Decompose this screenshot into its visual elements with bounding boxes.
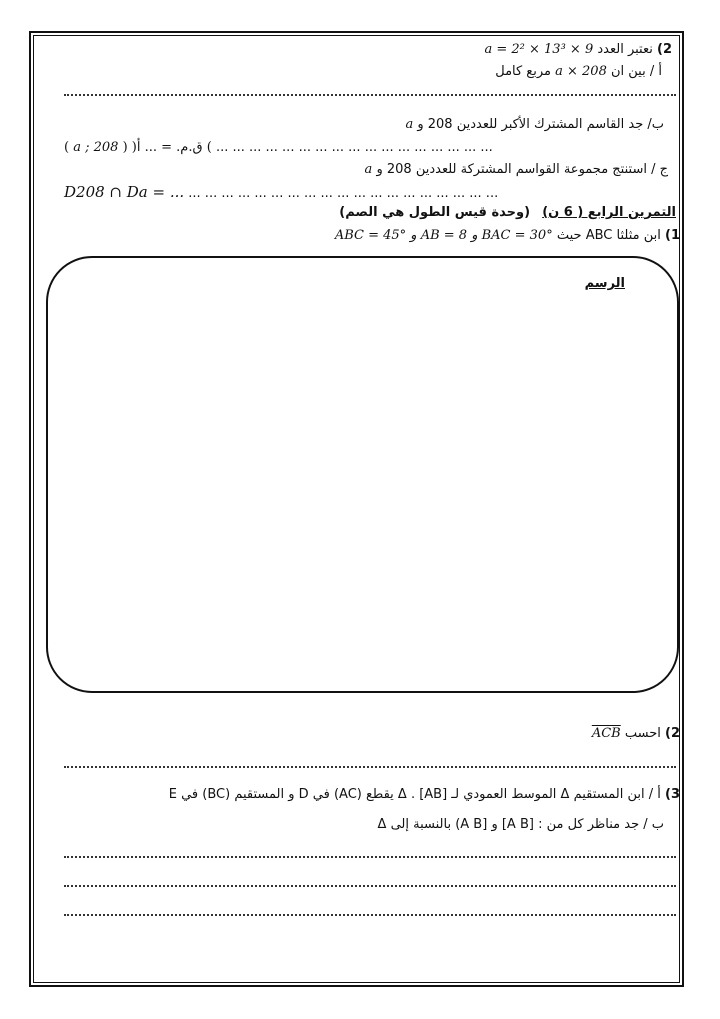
q2-b-var: a: [405, 117, 414, 132]
q2-a-line: [495, 64, 662, 80]
ex4-title: التمرين الرابع ( 6 ن): [542, 205, 676, 220]
q2-b-open: (: [64, 140, 70, 155]
q2-b-answer-mid: ) ق.م. = ...: [144, 140, 212, 155]
q2-b-answer-line: [64, 140, 672, 156]
q2-c-dots[interactable]: ... ... ... ... ... ... ... ... ... ... ... ... ... ... ... ... ... ... ...: [188, 186, 499, 201]
answer-dotted-line[interactable]: [64, 760, 676, 768]
q2-c-label: ج /: [651, 162, 668, 177]
q2-c-var: a: [364, 162, 373, 177]
q2-number: 2): [657, 42, 672, 57]
ex4-q1-text: ابن مثلثا ABC حيث: [556, 228, 661, 243]
ex4-q2-angle: ACB: [591, 726, 621, 741]
answer-dotted-line[interactable]: [64, 88, 676, 96]
q2-b-args: a ; 208: [73, 140, 119, 155]
q2-c-formula: D208 ∩ Da = ...: [64, 183, 185, 201]
ex4-q3-line: [169, 787, 680, 803]
q2-c-line: [365, 162, 668, 178]
drawing-box[interactable]: [46, 256, 679, 693]
q2-line: [484, 42, 672, 58]
ex4-q1-number: 1): [665, 228, 680, 243]
q2-a-label: أ /: [649, 64, 662, 79]
q2-b-text: ب/ جد القاسم المشترك الأكبر للعددين 208 و: [417, 117, 664, 132]
q2-b-answer-prefix: أ(: [131, 140, 141, 155]
q2-b-dots[interactable]: ... ... ... ... ... ... ... ... ... ... ... ... ... ... ... ... ...: [215, 140, 493, 155]
ex4-q3-number: 3): [665, 787, 680, 802]
drawing-title: الرسم: [584, 276, 625, 291]
ex4-q1-conditions: ABC = 45° و AB = 8 و BAC = 30°: [334, 228, 553, 243]
q2-a-expression: a × 208: [555, 64, 607, 79]
q2-a-text-1: بين ان: [611, 64, 646, 79]
q2-c-answer-line: [64, 184, 668, 202]
answer-dotted-line[interactable]: [64, 850, 676, 858]
ex4-q2-number: 2): [665, 726, 680, 741]
ex4-note: (وحدة قيس الطول هي الصم): [339, 205, 531, 220]
ex4-header: [339, 205, 676, 221]
q2-b-close: ): [122, 140, 128, 155]
answer-dotted-line[interactable]: [64, 908, 676, 916]
ex4-q3-b: ب / جد مناظر كل من : [A B] و [A B) بالنسبة إلى Δ: [377, 817, 664, 832]
q2-b-line: [405, 117, 664, 133]
ex4-q3-b-line: [378, 817, 664, 833]
q2-intro: نعتبر العدد: [597, 42, 653, 57]
q2-a-text-2: مربع كامل: [495, 64, 551, 79]
ex4-q2-line: [592, 726, 680, 742]
ex4-q3-a: أ / ابن المستقيم Δ الموسط العمودي لـ [AB] . Δ يقطع (AC) في D و المستقيم (BC) في E: [168, 787, 661, 802]
ex4-q1-line: [335, 228, 680, 244]
answer-dotted-line[interactable]: [64, 879, 676, 887]
q2-c-text: استنتج مجموعة القواسم المشتركة للعددين 208 و: [376, 162, 647, 177]
ex4-q2-text: احسب: [624, 726, 661, 741]
q2-expression: a = 2² × 13³ × 9: [484, 42, 594, 57]
